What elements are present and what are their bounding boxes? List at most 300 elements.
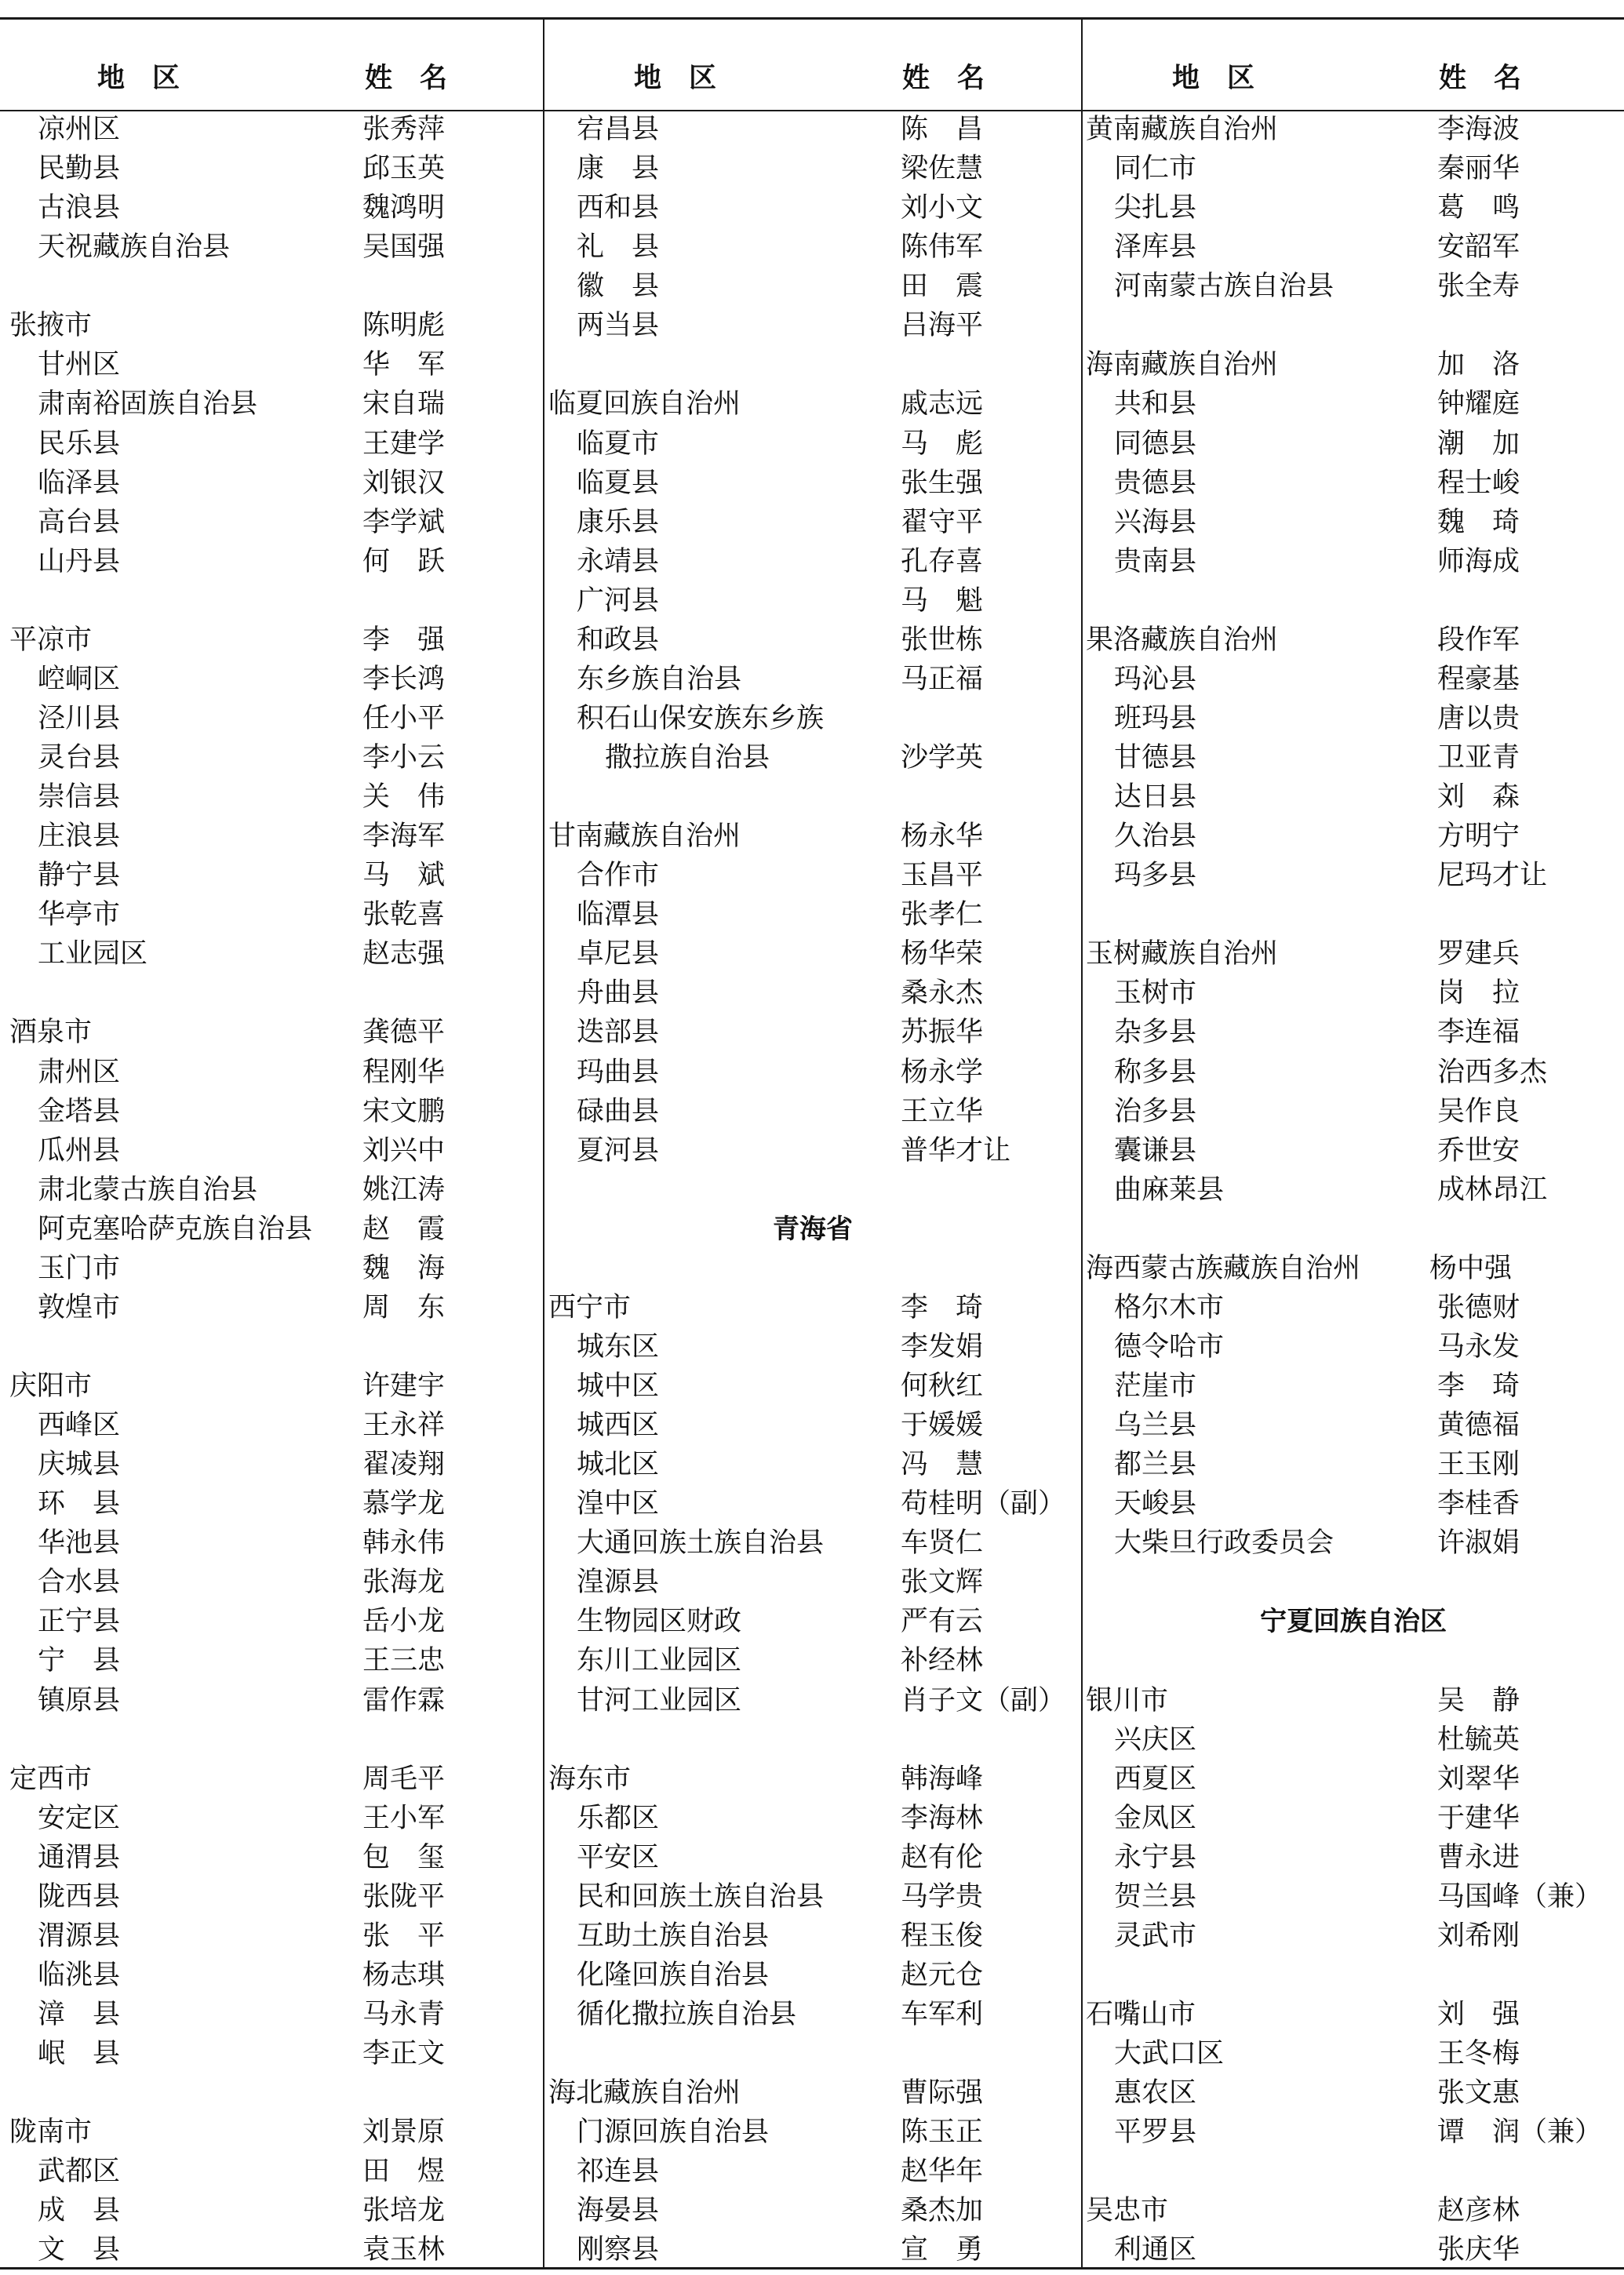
name-cell: 苟桂明（副） (901, 1488, 1066, 1520)
province-heading-text: 青海省 (773, 1213, 853, 1245)
county-row (0, 1367, 1624, 1406)
county-row (0, 1406, 1624, 1445)
region-cell: 合水县 (38, 1567, 121, 1599)
region-cell: 海晏县 (577, 2195, 660, 2227)
region-cell: 静宁县 (38, 860, 121, 892)
column-header (1083, 47, 1624, 110)
region-cell: 合作市 (577, 860, 660, 892)
name-cell: 李 强 (362, 624, 446, 656)
column-header (0, 47, 543, 110)
name-cell: 许建宇 (362, 1370, 446, 1402)
name-cell: 补经林 (901, 1645, 984, 1677)
county-row (0, 228, 1624, 267)
region-cell: 海东市 (548, 1763, 632, 1795)
province-heading (0, 1602, 1624, 1641)
region-cell: 舟曲县 (577, 977, 660, 1010)
region-cell: 达日县 (1114, 781, 1197, 814)
name-cell: 师海成 (1437, 545, 1520, 577)
region-cell: 乌兰县 (1114, 1410, 1197, 1442)
county-row (0, 542, 1624, 581)
name-cell: 张陇平 (362, 1880, 446, 1913)
name-cell: 张世栋 (901, 624, 984, 656)
region-cell: 康 县 (577, 153, 660, 185)
region-cell: 玉树藏族自治州 (1086, 938, 1279, 970)
region-cell: 安定区 (38, 1802, 121, 1834)
name-cell: 杨中强 (1429, 1252, 1513, 1284)
name-cell: 乔世安 (1437, 1134, 1520, 1167)
region-cell: 杂多县 (1114, 1017, 1197, 1049)
name-cell: 马正福 (901, 663, 984, 695)
province-heading-text: 宁夏回族自治区 (1260, 1606, 1447, 1638)
name-cell: 杨华荣 (901, 938, 984, 970)
region-cell: 兴庆区 (1114, 1724, 1197, 1756)
region-cell: 城东区 (577, 1330, 660, 1363)
name-cell: 沙学英 (901, 742, 984, 774)
region-cell: 镇原县 (38, 1684, 121, 1716)
region-cell: 石嘴山市 (1086, 1999, 1196, 2030)
name-cell: 桑永杰 (901, 977, 984, 1010)
name-cell: 宋文鹏 (362, 1095, 446, 1127)
region-cell: 礼 县 (577, 231, 660, 264)
region-cell: 夏河县 (577, 1134, 660, 1167)
county-row (0, 1916, 1624, 1956)
blank-row (0, 2152, 1624, 2191)
name-cell: 赵 霞 (362, 1213, 446, 1245)
county-row (0, 2113, 1624, 2152)
name-cell: 吴 静 (1437, 1684, 1520, 1716)
name-cell: 王永祥 (362, 1410, 446, 1442)
name-cell: 赵志强 (362, 938, 446, 970)
name-cell: 杜毓英 (1437, 1724, 1520, 1756)
column-header (544, 47, 1081, 110)
county-row (0, 267, 1624, 306)
region-cell: 金塔县 (38, 1095, 121, 1127)
region-cell: 治多县 (1114, 1095, 1197, 1127)
name-cell: 李学斌 (362, 506, 446, 538)
region-cell: 称多县 (1114, 1056, 1197, 1088)
region-cell: 崇信县 (38, 781, 121, 814)
name-cell: 普华才让 (901, 1134, 1011, 1167)
region-cell: 正宁县 (38, 1606, 121, 1638)
region-cell: 文 县 (38, 2234, 121, 2266)
name-cell: 王三忠 (362, 1645, 446, 1677)
region-cell: 玛沁县 (1114, 663, 1197, 695)
name-cell: 何 跃 (362, 545, 446, 577)
county-row (0, 699, 1624, 738)
name-cell: 李正文 (362, 2038, 446, 2070)
region-cell: 黄南藏族自治州 (1086, 114, 1279, 145)
region-cell: 天祝藏族自治县 (38, 231, 231, 264)
region-cell: 城中区 (577, 1370, 660, 1402)
county-row (0, 1092, 1624, 1131)
region-cell: 山丹县 (38, 545, 121, 577)
region-cell: 平安区 (577, 1841, 660, 1873)
region-cell: 卓尼县 (577, 938, 660, 970)
region-cell: 敦煌市 (38, 1291, 121, 1323)
name-cell: 田 煜 (362, 2156, 446, 2188)
name-cell: 华 军 (362, 349, 446, 381)
region-cell: 贵南县 (1114, 545, 1197, 577)
region-cell: 利通区 (1114, 2234, 1197, 2266)
name-cell: 周毛平 (362, 1763, 446, 1795)
name-cell: 魏鸿明 (362, 192, 446, 224)
county-row (0, 974, 1624, 1013)
county-row (0, 188, 1624, 228)
name-cell: 李 琦 (901, 1291, 984, 1323)
name-cell: 苏振华 (901, 1017, 984, 1049)
region-cell: 临潭县 (577, 899, 660, 931)
name-cell: 秦丽华 (1437, 153, 1520, 185)
county-row (0, 384, 1624, 424)
region-cell: 高台县 (38, 506, 121, 538)
name-cell: 刘小文 (901, 192, 984, 224)
region-cell: 民勤县 (38, 153, 121, 185)
name-cell: 于建华 (1437, 1802, 1520, 1834)
name-cell: 陈 昌 (901, 114, 984, 145)
region-cell: 西峰区 (38, 1410, 121, 1442)
region-cell: 陇西县 (38, 1880, 121, 1913)
blank-row (0, 1956, 1624, 1995)
region-cell: 果洛藏族自治州 (1086, 624, 1279, 656)
name-cell: 罗建兵 (1437, 938, 1520, 970)
region-cell: 东川工业园区 (577, 1645, 742, 1677)
name-cell: 方明宁 (1437, 821, 1520, 853)
region-cell: 祁连县 (577, 2156, 660, 2188)
county-row (0, 1720, 1624, 1760)
region-cell: 民乐县 (38, 428, 121, 460)
region-cell: 湟中区 (577, 1488, 660, 1520)
name-cell: 张文辉 (901, 1567, 984, 1599)
blank-row (0, 1210, 1624, 1249)
name-cell: 赵彦林 (1437, 2195, 1520, 2227)
region-cell: 互助土族自治县 (577, 1920, 770, 1952)
region-cell: 贺兰县 (1114, 1880, 1197, 1913)
name-cell: 张生强 (901, 467, 984, 499)
name-cell: 黄德福 (1437, 1410, 1520, 1442)
name-cell: 李连福 (1437, 1017, 1520, 1049)
header-region: 地 区 (97, 62, 180, 94)
region-cell: 大武口区 (1114, 2038, 1225, 2070)
county-row (0, 1327, 1624, 1367)
region-cell: 甘南藏族自治州 (548, 821, 741, 853)
region-cell: 曲麻莱县 (1114, 1174, 1225, 1206)
name-cell: 杨永华 (901, 821, 984, 853)
name-cell: 赵元仓 (901, 1959, 984, 1991)
name-cell: 姚江涛 (362, 1174, 446, 1206)
name-cell: 刘 强 (1437, 1999, 1520, 2030)
region-cell: 银川市 (1086, 1684, 1169, 1716)
county-row (0, 660, 1624, 699)
region-cell: 城北区 (577, 1449, 660, 1481)
region-cell: 湟源县 (577, 1567, 660, 1599)
name-cell: 魏 琦 (1437, 506, 1520, 538)
county-row (0, 777, 1624, 817)
name-cell: 许淑娟 (1437, 1527, 1520, 1560)
region-cell: 灵台县 (38, 742, 121, 774)
region-cell: 张掖市 (9, 310, 93, 342)
name-cell: 车贤仁 (901, 1527, 984, 1560)
region-cell: 尖扎县 (1114, 192, 1197, 224)
name-cell: 马 斌 (362, 860, 446, 892)
county-row (0, 1170, 1624, 1210)
name-cell: 马学贵 (901, 1880, 984, 1913)
region-cell: 永宁县 (1114, 1841, 1197, 1873)
region-cell: 积石山保安族东乡族 (577, 702, 825, 734)
name-cell: 潮 加 (1437, 428, 1520, 460)
region-cell: 化隆回族自治县 (577, 1959, 770, 1991)
name-cell: 岳小龙 (362, 1606, 446, 1638)
name-cell: 李长鸿 (362, 663, 446, 695)
name-cell: 任小平 (362, 702, 446, 734)
region-cell: 茫崖市 (1114, 1370, 1197, 1402)
city-row (0, 1249, 1624, 1288)
name-cell: 张乾喜 (362, 899, 446, 931)
region-cell: 囊谦县 (1114, 1134, 1197, 1167)
region-cell: 生物园区财政 (577, 1606, 742, 1638)
name-cell: 李发娟 (901, 1330, 984, 1363)
region-cell: 贵德县 (1114, 467, 1197, 499)
name-cell: 李桂香 (1437, 1488, 1520, 1520)
region-cell: 循化撒拉族自治县 (577, 1999, 797, 2030)
name-cell: 张文惠 (1437, 2077, 1520, 2109)
region-cell: 平罗县 (1114, 2117, 1197, 2149)
region-cell: 成 县 (38, 2195, 121, 2227)
region-cell: 吴忠市 (1086, 2195, 1169, 2227)
name-cell: 吕海平 (901, 310, 984, 342)
name-cell: 玉昌平 (901, 860, 984, 892)
region-cell: 工业园区 (38, 938, 148, 970)
region-cell: 同德县 (1114, 428, 1197, 460)
name-cell: 王小军 (362, 1802, 446, 1834)
county-row (0, 817, 1624, 856)
name-cell: 张庆华 (1437, 2234, 1520, 2266)
name-cell: 陈玉正 (901, 2117, 984, 2149)
region-cell: 乐都区 (577, 1802, 660, 1834)
name-cell: 陈明彪 (362, 310, 446, 342)
name-cell: 张秀萍 (362, 114, 446, 145)
region-cell: 岷 县 (38, 2038, 121, 2070)
blank-row (0, 581, 1624, 621)
name-cell: 桑杰加 (901, 2195, 984, 2227)
name-cell: 谭 润（兼） (1437, 2117, 1603, 2149)
blank-row (0, 306, 1624, 345)
name-cell: 马 魁 (901, 584, 984, 617)
region-cell: 金凤区 (1114, 1802, 1197, 1834)
name-cell: 龚德平 (362, 1017, 446, 1049)
name-cell: 张 平 (362, 1920, 446, 1952)
county-row (0, 856, 1624, 895)
region-cell: 久治县 (1114, 821, 1197, 853)
region-cell: 都兰县 (1114, 1449, 1197, 1481)
city-row (0, 1995, 1624, 2034)
county-row (0, 1838, 1624, 1877)
name-cell: 梁佐慧 (901, 153, 984, 185)
county-row (0, 1877, 1624, 1916)
county-row (0, 2034, 1624, 2073)
name-cell: 卫亚青 (1437, 742, 1520, 774)
name-cell: 李海波 (1437, 114, 1520, 145)
name-cell: 唐以贵 (1437, 702, 1520, 734)
name-cell: 程玉俊 (901, 1920, 984, 1952)
name-cell: 刘景原 (362, 2117, 446, 2149)
county-row (0, 1445, 1624, 1484)
region-cell: 临夏回族自治州 (548, 388, 741, 420)
county-row (0, 2230, 1624, 2270)
blank-row (0, 1641, 1624, 1680)
header-name: 姓 名 (902, 62, 985, 94)
header-region: 地 区 (1172, 62, 1255, 94)
region-cell: 平凉市 (9, 624, 93, 656)
region-cell: 宕昌县 (577, 114, 660, 145)
region-cell: 海西蒙古族藏族自治州 (1086, 1252, 1361, 1284)
region-cell: 班玛县 (1114, 702, 1197, 734)
name-cell: 尼玛才让 (1437, 860, 1548, 892)
region-cell: 共和县 (1114, 388, 1197, 420)
name-cell: 陈伟军 (901, 231, 984, 264)
name-cell: 李海林 (901, 1802, 984, 1834)
region-cell: 门源回族自治县 (577, 2117, 770, 2149)
city-row (0, 621, 1624, 660)
name-cell: 刘 森 (1437, 781, 1520, 814)
name-cell: 袁玉林 (362, 2234, 446, 2266)
name-cell: 王冬梅 (1437, 2038, 1520, 2070)
name-cell: 吴作良 (1437, 1095, 1520, 1127)
region-cell: 城西区 (577, 1410, 660, 1442)
name-cell: 刘翠华 (1437, 1763, 1520, 1795)
region-cell: 德令哈市 (1114, 1330, 1225, 1363)
name-cell: 翟守平 (901, 506, 984, 538)
name-cell: 王玉刚 (1437, 1449, 1520, 1481)
region-cell: 格尔木市 (1114, 1291, 1225, 1323)
top-rule (0, 17, 1624, 20)
region-cell: 渭源县 (38, 1920, 121, 1952)
name-cell: 治西多杰 (1437, 1056, 1548, 1088)
region-cell: 和政县 (577, 624, 660, 656)
name-cell: 安韶军 (1437, 231, 1520, 264)
region-cell: 大通回族土族自治县 (577, 1527, 825, 1560)
region-cell: 两当县 (577, 310, 660, 342)
region-cell: 通渭县 (38, 1841, 121, 1873)
region-cell: 兴海县 (1114, 506, 1197, 538)
name-cell: 韩永伟 (362, 1527, 446, 1560)
name-cell: 于媛媛 (901, 1410, 984, 1442)
region-cell: 漳 县 (38, 1999, 121, 2030)
region-cell: 肃南裕固族自治县 (38, 388, 258, 420)
county-row (0, 1799, 1624, 1838)
name-cell: 曹永进 (1437, 1841, 1520, 1873)
region-cell: 定西市 (9, 1763, 93, 1795)
county-row (0, 149, 1624, 188)
name-cell: 张海龙 (362, 1567, 446, 1599)
region-cell: 瓜州县 (38, 1134, 121, 1167)
region-cell: 甘河工业园区 (577, 1684, 742, 1716)
region-cell: 灵武市 (1114, 1920, 1197, 1952)
name-cell: 王立华 (901, 1095, 984, 1127)
name-cell: 刘兴中 (362, 1134, 446, 1167)
name-cell: 何秋红 (901, 1370, 984, 1402)
name-cell: 张德财 (1437, 1291, 1520, 1323)
region-cell: 肃北蒙古族自治县 (38, 1174, 258, 1206)
name-cell: 张培龙 (362, 2195, 446, 2227)
county-row (0, 738, 1624, 777)
name-cell: 肖子文（副） (901, 1684, 1066, 1716)
region-cell: 惠农区 (1114, 2077, 1197, 2109)
name-cell: 王建学 (362, 428, 446, 460)
name-cell: 田 震 (901, 271, 984, 303)
region-cell: 临洮县 (38, 1959, 121, 1991)
name-cell: 包 玺 (362, 1841, 446, 1873)
name-cell: 雷作霖 (362, 1684, 446, 1716)
name-cell: 赵华年 (901, 2156, 984, 2188)
region-cell: 陇南市 (9, 2117, 93, 2149)
county-row (0, 1053, 1624, 1092)
name-cell: 钟耀庭 (1437, 388, 1520, 420)
name-cell: 李小云 (362, 742, 446, 774)
name-cell: 杨永学 (901, 1056, 984, 1088)
name-cell: 李海军 (362, 821, 446, 853)
region-cell: 古浪县 (38, 192, 121, 224)
region-cell: 甘德县 (1114, 742, 1197, 774)
name-cell: 刘希刚 (1437, 1920, 1520, 1952)
region-cell: 迭部县 (577, 1017, 660, 1049)
region-cell: 撒拉族自治县 (605, 742, 770, 774)
region-cell: 徽 县 (577, 271, 660, 303)
region-cell: 西夏区 (1114, 1763, 1197, 1795)
name-cell: 翟凌翔 (362, 1449, 446, 1481)
name-cell: 张孝仁 (901, 899, 984, 931)
region-cell: 甘州区 (38, 349, 121, 381)
region-cell: 临夏市 (577, 428, 660, 460)
city-row (0, 110, 1624, 149)
table-column-3 (0, 110, 1624, 2270)
county-row (0, 464, 1624, 503)
city-row (0, 2191, 1624, 2230)
region-cell: 临泽县 (38, 467, 121, 499)
county-row (0, 1523, 1624, 1563)
region-cell: 崆峒区 (38, 663, 121, 695)
region-cell: 阿克塞哈萨克族自治县 (38, 1213, 313, 1245)
region-cell: 大柴旦行政委员会 (1114, 1527, 1335, 1560)
name-cell: 刘银汉 (362, 467, 446, 499)
name-cell: 曹际强 (901, 2077, 984, 2109)
region-cell: 玉树市 (1114, 977, 1197, 1010)
region-cell: 华池县 (38, 1527, 121, 1560)
name-cell: 孔存喜 (901, 545, 984, 577)
city-row (0, 934, 1624, 974)
name-cell: 加 洛 (1437, 349, 1520, 381)
name-cell: 魏 海 (362, 1252, 446, 1284)
region-cell: 刚察县 (577, 2234, 660, 2266)
region-cell: 凉州区 (38, 114, 121, 145)
region-cell: 武都区 (38, 2156, 121, 2188)
name-cell: 周 东 (362, 1291, 446, 1323)
name-cell: 马 彪 (901, 428, 984, 460)
city-row (0, 345, 1624, 384)
region-cell: 碌曲县 (577, 1095, 660, 1127)
region-cell: 海北藏族自治州 (548, 2077, 741, 2109)
region-cell: 玛曲县 (577, 1056, 660, 1088)
region-cell: 宁 县 (38, 1645, 121, 1677)
region-cell: 玉门市 (38, 1252, 121, 1284)
name-cell: 程士峻 (1437, 467, 1520, 499)
region-cell: 天峻县 (1114, 1488, 1197, 1520)
county-row (0, 2073, 1624, 2113)
region-cell: 酒泉市 (9, 1017, 93, 1049)
name-cell: 张全寿 (1437, 271, 1520, 303)
county-row (0, 1131, 1624, 1170)
name-cell: 马国峰（兼） (1437, 1880, 1603, 1913)
region-cell: 同仁市 (1114, 153, 1197, 185)
